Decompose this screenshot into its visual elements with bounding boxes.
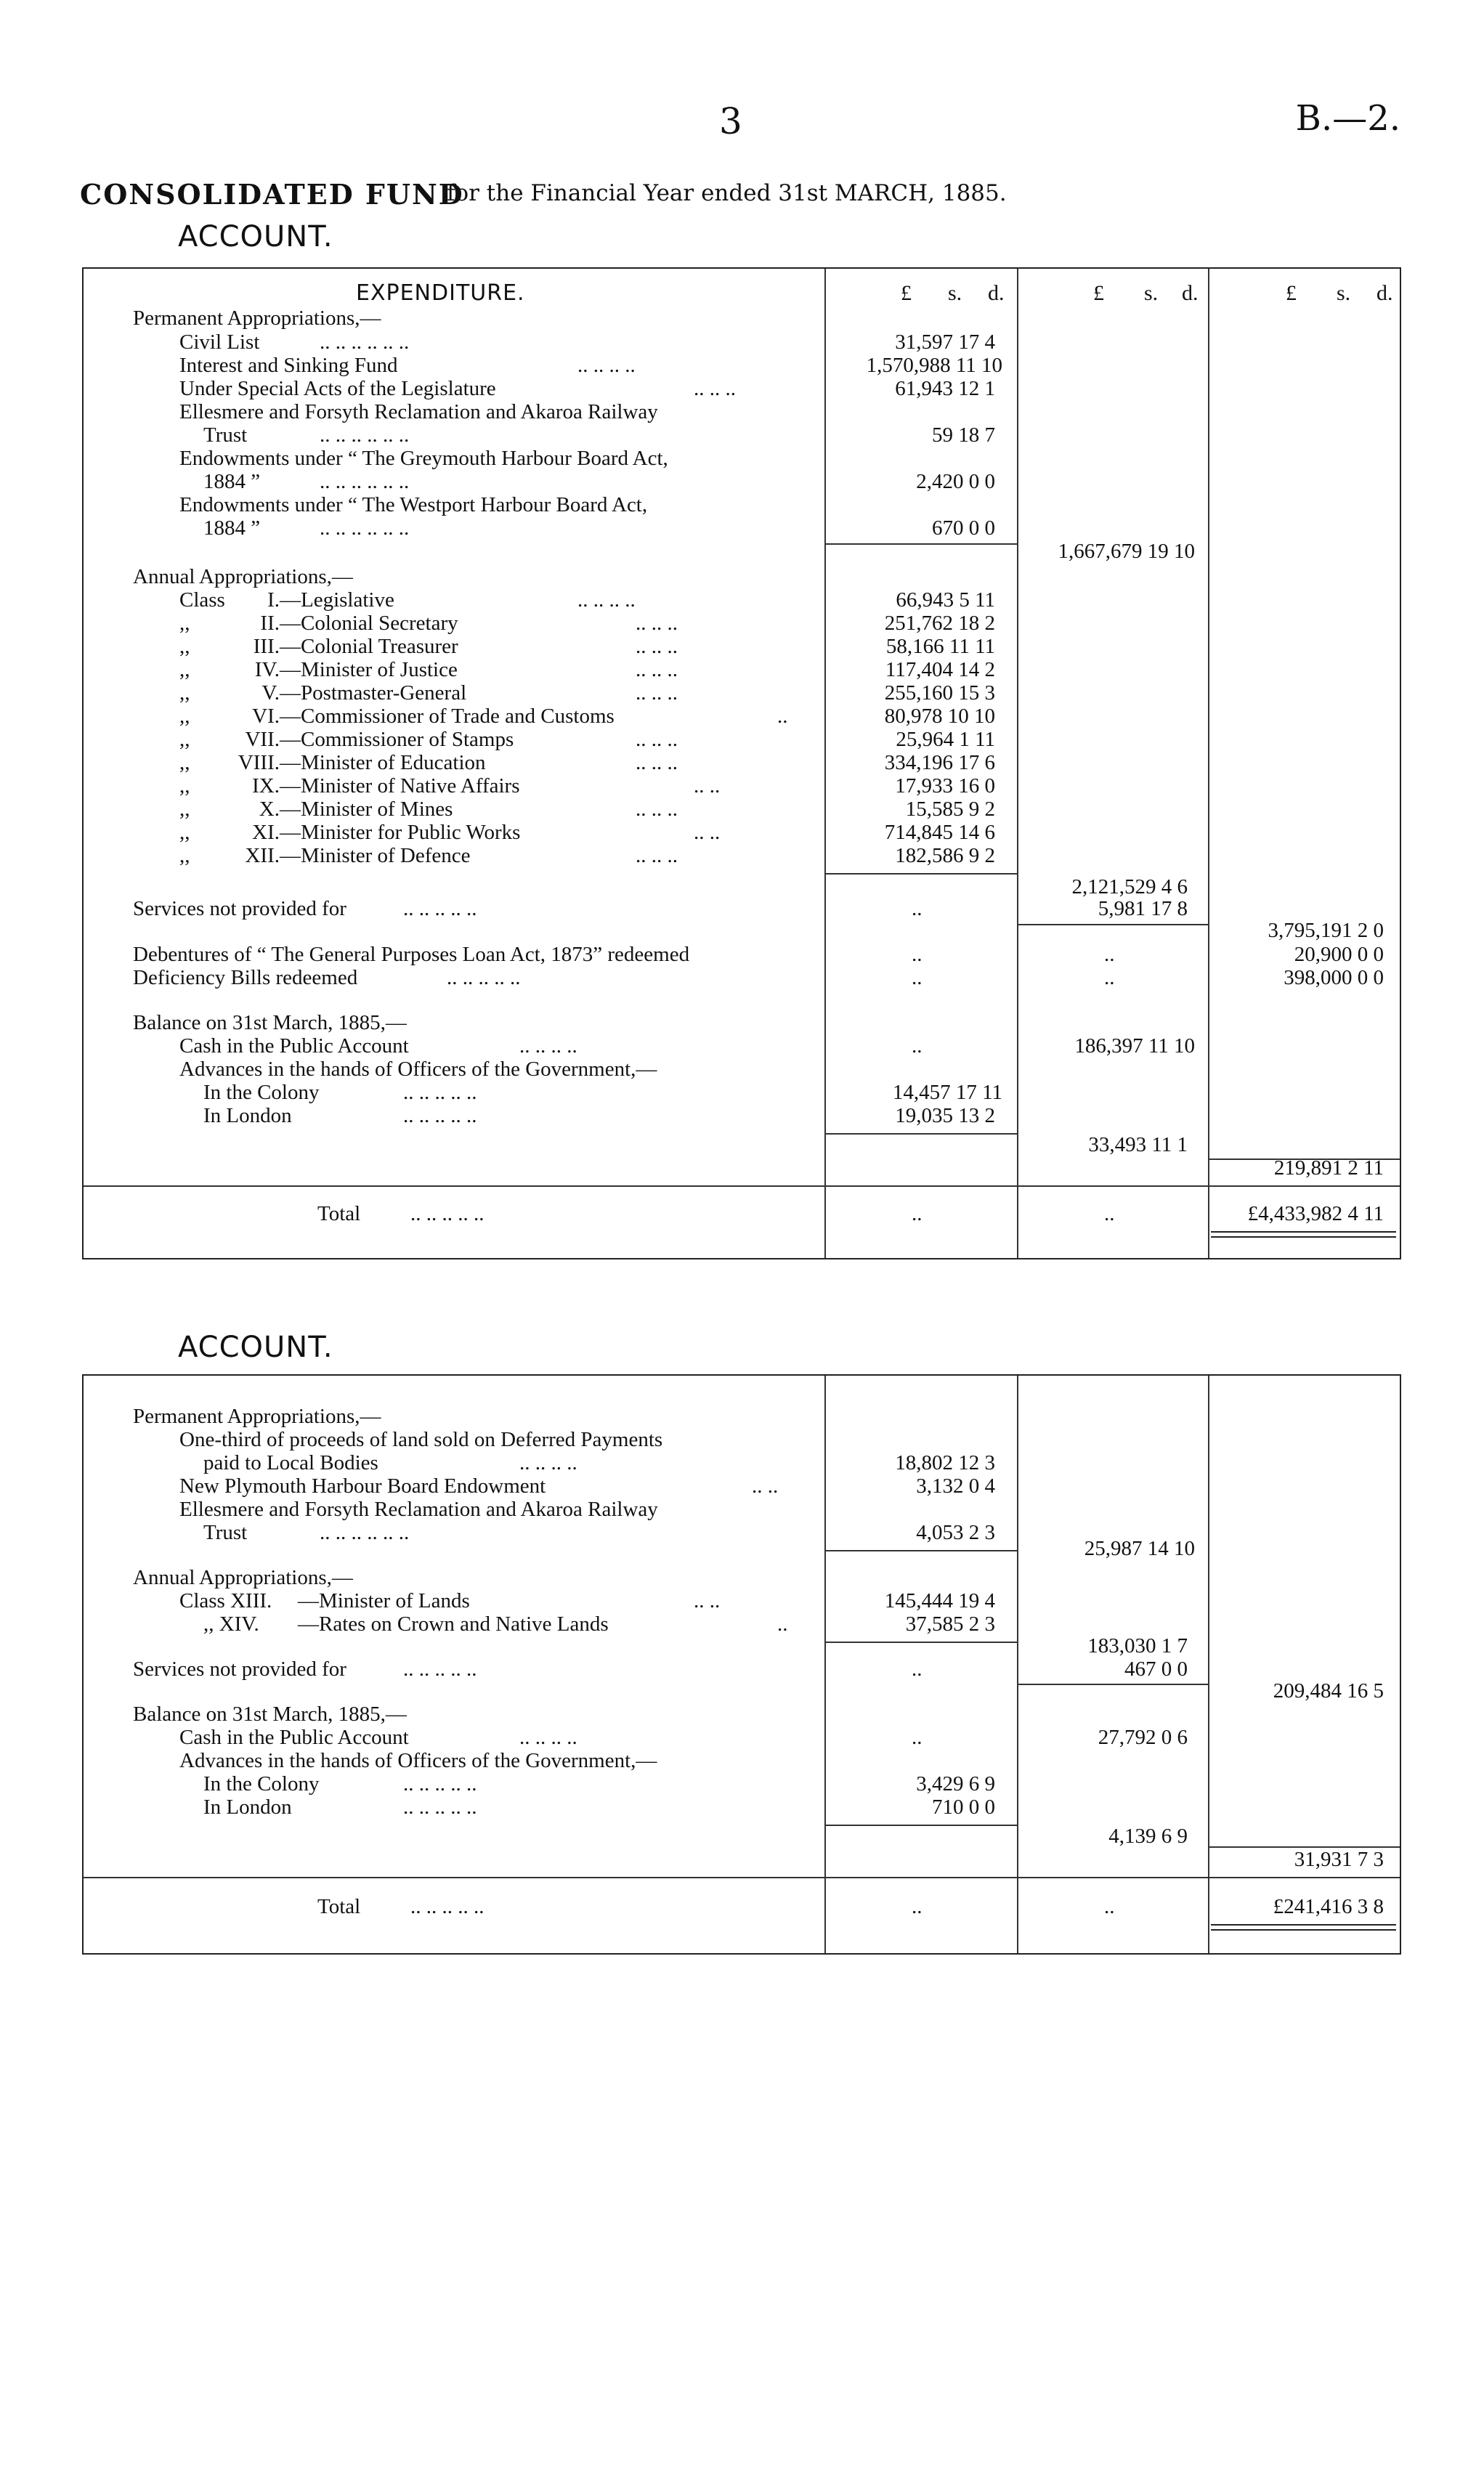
- advances-label-2: Advances in the hands of Officers of the Government,—: [179, 1749, 657, 1772]
- subtotal: 3,795,191 2 0: [1268, 919, 1384, 942]
- debentures-label: Debentures of “ The General Purposes Loan Act, 1873” redeemed: [133, 943, 690, 966]
- balance-heading: Balance on 31st March, 1885,—: [133, 1011, 407, 1034]
- row-amount: 31,597 17 4: [895, 330, 995, 354]
- class-prefix: ,,: [179, 751, 190, 774]
- dot-leader: ..: [912, 897, 923, 920]
- class-label: —Minister of Defence: [280, 844, 471, 867]
- class14-label: —Rates on Crown and Native Lands: [298, 1612, 609, 1636]
- dot-leader: .. .. .. .. .. ..: [320, 470, 410, 493]
- new-plymouth-amount: 3,132 0 4: [916, 1474, 995, 1498]
- dot-leader: .. .. ..: [636, 844, 678, 867]
- dot-leader: .. .. ..: [636, 798, 678, 821]
- dot-leader: .. .. .. .. ..: [410, 1895, 484, 1918]
- dot-leader: .. .. .. .. ..: [410, 1202, 484, 1225]
- class-amount: 58,166 11 11: [885, 635, 995, 658]
- row-amount: 2,420 0 0: [916, 470, 995, 493]
- account-label-2: ACCOUNT.: [178, 1331, 333, 1364]
- row-label: Endowments under “ The Greymouth Harbour Board Act,: [179, 447, 668, 470]
- london-amount: 19,035 13 2: [895, 1104, 995, 1127]
- class-prefix: ,,: [179, 774, 190, 798]
- london-label: In London: [203, 1104, 292, 1127]
- one-third-label: One-third of proceeds of land sold on Deferred Payments: [179, 1428, 663, 1451]
- row-label: Interest and Sinking Fund: [179, 354, 398, 377]
- dot-leader: .. .. .. .. ..: [447, 966, 521, 989]
- one-third-amount: 18,802 12 3: [895, 1451, 995, 1474]
- dot-leader: ..: [777, 705, 788, 728]
- class-number: X.: [259, 798, 280, 821]
- class14-amount: 37,585 2 3: [905, 1612, 995, 1636]
- dot-leader: .. .. ..: [636, 635, 678, 658]
- dot-leader: .. .. ..: [636, 658, 678, 681]
- dot-leader: ..: [912, 1658, 923, 1681]
- cash-label: Cash in the Public Account: [179, 1034, 409, 1058]
- class-prefix: ,,: [179, 681, 190, 705]
- dot-leader: ..: [912, 1202, 923, 1225]
- dot-leader: .. .. .. .. .. ..: [320, 516, 410, 540]
- class-label: —Legislative: [280, 588, 394, 612]
- advances-total: 33,493 11 1: [1088, 1133, 1188, 1156]
- expenditure-table: [82, 267, 1401, 1259]
- permanent-heading-2: Permanent Appropriations,—: [133, 1405, 381, 1428]
- dot-leader: .. .. ..: [636, 751, 678, 774]
- permanent-heading: Permanent Appropriations,—: [133, 307, 381, 330]
- row-label-cont: Trust: [203, 423, 248, 447]
- class-label: —Commissioner of Trade and Customs: [280, 705, 615, 728]
- balance-total-2: 31,931 7 3: [1294, 1848, 1384, 1871]
- advances-total-2: 4,139 6 9: [1108, 1825, 1188, 1848]
- dot-leader: .. .. .. ..: [519, 1034, 577, 1058]
- class-number: VII.: [245, 728, 280, 751]
- dot-leader: .. .. .. ..: [577, 354, 636, 377]
- class-amount: 182,586 9 2: [895, 844, 995, 867]
- row-label-cont: 1884 ”: [203, 470, 261, 493]
- dot-leader: ..: [912, 1726, 923, 1749]
- services-amount: 5,981 17 8: [1098, 897, 1188, 920]
- class-number: XI.: [252, 821, 280, 844]
- total-label: Total: [317, 1202, 361, 1225]
- class-prefix: ,,: [179, 798, 190, 821]
- col-header-pence-1: d.: [988, 281, 1005, 305]
- balance-heading-2: Balance on 31st March, 1885,—: [133, 1703, 407, 1726]
- services-label: Services not provided for: [133, 897, 346, 920]
- col-header-shillings-1: s.: [948, 281, 962, 305]
- class-amount: 714,845 14 6: [884, 821, 995, 844]
- dot-leader: ..: [1104, 1895, 1115, 1918]
- row-label: Under Special Acts of the Legislature: [179, 377, 496, 400]
- dot-leader: .. .. .. ..: [519, 1451, 577, 1474]
- colony-amount-2: 3,429 6 9: [916, 1772, 995, 1796]
- one-third-label-cont: paid to Local Bodies: [203, 1451, 378, 1474]
- class-number: II.: [260, 612, 280, 635]
- dot-leader: .. .. .. ..: [577, 588, 636, 612]
- deficiency-amount: 398,000 0 0: [1284, 966, 1384, 989]
- class-prefix: ,,: [179, 844, 190, 867]
- debentures-amount: 20,900 0 0: [1294, 943, 1384, 966]
- col-header-pence-3: d.: [1376, 281, 1393, 305]
- class-amount: 80,978 10 10: [884, 705, 995, 728]
- class-number: IV.: [254, 658, 280, 681]
- row-label: Ellesmere and Forsyth Reclamation and Akaroa Railway: [179, 400, 658, 423]
- account-label-1: ACCOUNT.: [178, 220, 333, 253]
- dot-leader: .. .. .. .. ..: [403, 1796, 477, 1819]
- annual-total-2: 183,030 1 7: [1087, 1634, 1188, 1658]
- class-prefix: Class: [179, 588, 225, 612]
- col-header-pounds-1: £: [901, 281, 912, 305]
- dot-leader: ..: [777, 1612, 788, 1636]
- class-label: —Minister of Education: [280, 751, 486, 774]
- class-label: —Minister for Public Works: [280, 821, 521, 844]
- dot-leader: .. .. .. .. ..: [403, 1772, 477, 1796]
- col-header-pence-2: d.: [1182, 281, 1199, 305]
- new-plymouth-label: New Plymouth Harbour Board Endowment: [179, 1474, 546, 1498]
- services-amount-2: 467 0 0: [1124, 1658, 1188, 1681]
- ellesmere-label: Ellesmere and Forsyth Reclamation and Akaroa Railway: [179, 1498, 658, 1521]
- dot-leader: .. .. .. .. .. ..: [320, 330, 410, 354]
- colony-label-2: In the Colony: [203, 1772, 320, 1796]
- page-number: 3: [719, 100, 742, 142]
- class-amount: 66,943 5 11: [896, 588, 995, 612]
- class-label: —Commissioner of Stamps: [280, 728, 514, 751]
- grand-total: £4,433,982 4 11: [1247, 1202, 1384, 1225]
- class-label: —Minister of Native Affairs: [280, 774, 520, 798]
- cash-amount-2: 27,792 0 6: [1098, 1726, 1188, 1749]
- class13-amount: 145,444 19 4: [884, 1589, 995, 1612]
- class-amount: 251,762 18 2: [884, 612, 995, 635]
- dot-leader: .. ..: [694, 1589, 721, 1612]
- class-amount: 334,196 17 6: [884, 751, 995, 774]
- annual-total: 2,121,529 4 6: [1071, 875, 1188, 898]
- class-prefix: ,,: [179, 705, 190, 728]
- class-number: V.: [261, 681, 280, 705]
- class-number: I.: [267, 588, 280, 612]
- class13-prefix: Class XIII.: [179, 1589, 272, 1612]
- ellesmere-label-cont: Trust: [203, 1521, 248, 1544]
- dot-leader: ..: [912, 1034, 923, 1058]
- document-subtitle: for the Financial Year ended 31st MARCH, 1885.: [447, 180, 1007, 206]
- dot-leader: .. .. ..: [636, 681, 678, 705]
- account-table-2: [82, 1374, 1401, 1955]
- col-header-pounds-3: £: [1286, 281, 1297, 305]
- col-header-pounds-2: £: [1093, 281, 1104, 305]
- dot-leader: ..: [912, 943, 923, 966]
- dot-leader: .. ..: [752, 1474, 779, 1498]
- dot-leader: .. .. ..: [636, 728, 678, 751]
- permanent-total-2: 25,987 14 10: [1084, 1537, 1195, 1560]
- london-label-2: In London: [203, 1796, 292, 1819]
- row-amount: 670 0 0: [932, 516, 995, 540]
- class13-label: —Minister of Lands: [298, 1589, 470, 1612]
- class-prefix: ,,: [179, 658, 190, 681]
- class-prefix: ,,: [179, 821, 190, 844]
- row-label-cont: 1884 ”: [203, 516, 261, 540]
- dot-leader: .. .. .. .. ..: [403, 897, 477, 920]
- class-prefix: ,,: [179, 612, 190, 635]
- class-number: XII.: [245, 844, 280, 867]
- class-number: VI.: [252, 705, 280, 728]
- row-amount: 61,943 12 1: [895, 377, 995, 400]
- deficiency-label: Deficiency Bills redeemed: [133, 966, 358, 989]
- row-amount: 1,570,988 11 10: [866, 354, 1002, 377]
- row-label: Civil List: [179, 330, 260, 354]
- dot-leader: .. .. .. .. ..: [403, 1658, 477, 1681]
- total-label-2: Total: [317, 1895, 361, 1918]
- dot-leader: .. .. .. .. ..: [403, 1104, 477, 1127]
- class-label: —Postmaster-General: [280, 681, 467, 705]
- dot-leader: .. .. .. .. .. ..: [320, 1521, 410, 1544]
- annual-heading: Annual Appropriations,—: [133, 565, 353, 588]
- row-amount: 59 18 7: [932, 423, 995, 447]
- balance-total: 219,891 2 11: [1273, 1156, 1384, 1180]
- dot-leader: ..: [1104, 966, 1115, 989]
- class-amount: 17,933 16 0: [895, 774, 995, 798]
- dot-leader: .. .. .. ..: [519, 1726, 577, 1749]
- dot-leader: .. ..: [694, 821, 721, 844]
- dot-leader: .. .. .. .. .. ..: [320, 423, 410, 447]
- class-label: —Minister of Justice: [280, 658, 458, 681]
- col-header-shillings-3: s.: [1337, 281, 1351, 305]
- col-header-shillings-2: s.: [1144, 281, 1159, 305]
- class-amount: 255,160 15 3: [884, 681, 995, 705]
- page-reference: B.—2.: [1295, 98, 1400, 139]
- dot-leader: ..: [1104, 943, 1115, 966]
- services-label-2: Services not provided for: [133, 1658, 346, 1681]
- dot-leader: .. .. ..: [636, 612, 678, 635]
- document-title: CONSOLIDATED FUND: [80, 178, 464, 211]
- dot-leader: ..: [1104, 1202, 1115, 1225]
- dot-leader: .. .. ..: [694, 377, 736, 400]
- dot-leader: ..: [912, 1895, 923, 1918]
- class-label: —Colonial Secretary: [280, 612, 458, 635]
- annual-heading-2: Annual Appropriations,—: [133, 1566, 353, 1589]
- grand-total-2: £241,416 3 8: [1273, 1895, 1384, 1918]
- colony-amount: 14,457 17 11: [892, 1081, 1002, 1104]
- dot-leader: .. .. .. .. ..: [403, 1081, 477, 1104]
- ellesmere-amount: 4,053 2 3: [916, 1521, 995, 1544]
- class-prefix: ,,: [179, 635, 190, 658]
- dot-leader: ..: [912, 966, 923, 989]
- class-amount: 15,585 9 2: [905, 798, 995, 821]
- class-number: III.: [253, 635, 280, 658]
- london-amount-2: 710 0 0: [932, 1796, 995, 1819]
- class-amount: 117,404 14 2: [885, 658, 995, 681]
- cash-amount: 186,397 11 10: [1074, 1034, 1195, 1058]
- class14-prefix: ,, XIV.: [203, 1612, 259, 1636]
- class-number: IX.: [252, 774, 280, 798]
- cash-label-2: Cash in the Public Account: [179, 1726, 409, 1749]
- class-prefix: ,,: [179, 728, 190, 751]
- advances-label: Advances in the hands of Officers of the Government,—: [179, 1058, 657, 1081]
- class-number: VIII.: [238, 751, 280, 774]
- permanent-total: 1,667,679 19 10: [1058, 540, 1195, 563]
- dot-leader: .. ..: [694, 774, 721, 798]
- colony-label: In the Colony: [203, 1081, 320, 1104]
- subtotal-2: 209,484 16 5: [1273, 1679, 1384, 1703]
- row-label: Endowments under “ The Westport Harbour Board Act,: [179, 493, 648, 516]
- expenditure-heading: EXPENDITURE.: [356, 280, 525, 306]
- class-label: —Colonial Treasurer: [280, 635, 458, 658]
- class-amount: 25,964 1 11: [896, 728, 995, 751]
- class-label: —Minister of Mines: [280, 798, 453, 821]
